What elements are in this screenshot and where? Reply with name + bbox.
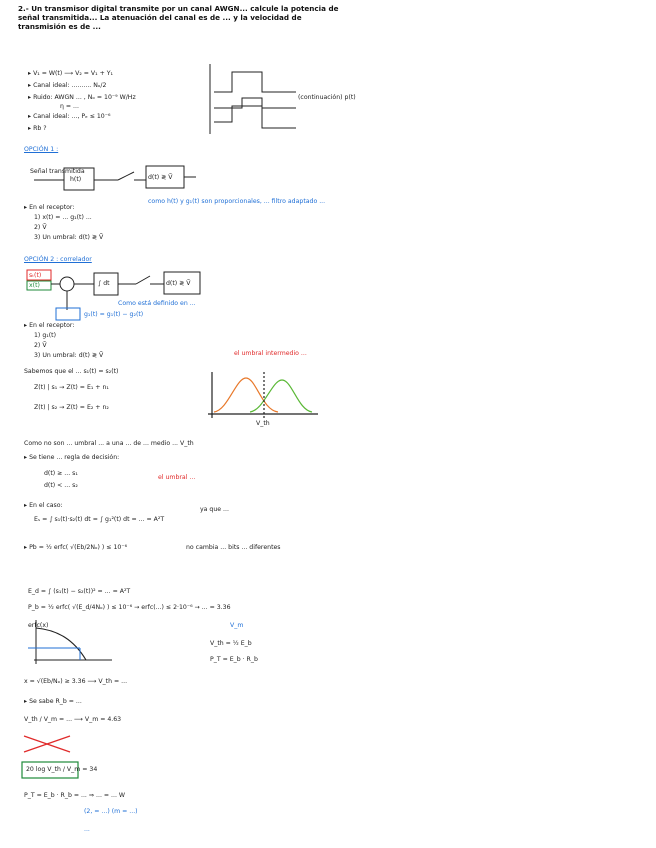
summary-2: ▸ Se tiene ... regla de decisión: (24, 454, 120, 461)
note-l4: η = ... (60, 103, 79, 110)
condition: Sabemos que el ... s₁(t) = s₂(t) (24, 368, 119, 375)
problem-statement: 2.- Un transmisor digital transmite por un canal AWGN... calcule la potencia de señal transmitida... La atenuación del canal es de ... y la velocidad de transmisión es de ... (18, 4, 339, 32)
opt2-s1: sₜ(t) (29, 272, 42, 279)
rule-note: el umbral ... (158, 474, 196, 481)
opt1-r3: 3) Un umbral: d(t) ≷ Ṽ (34, 234, 104, 241)
note-l2: ▸ Canal ideal: .......... Nₒ/2 (28, 82, 107, 89)
opt2-s2: x(t) (29, 282, 40, 289)
note-l3: ▸ Ruido: AWGN ... , Nₒ = 10⁻⁹ W/Hz (28, 94, 136, 101)
note-l6: ▸ Rb ? (28, 125, 47, 132)
opt2-r3: 3) Un umbral: d(t) ≷ Ṽ (34, 352, 104, 359)
opt1-r1: 1) x(t) = ... g₁(t) ... (34, 214, 92, 221)
ed-equation: E_d = ∫ (s₁(t) − s₂(t))² = ... = A²T (28, 588, 131, 595)
waveform-sketch (210, 64, 296, 134)
gauss-note: el umbral intermedio ... (234, 350, 307, 357)
pb-equation: ▸ Pb = ½ erfc( √(Eb/2Nₒ) ) ≤ 10⁻⁶ (24, 544, 128, 551)
final-2: 20 log V_th / V_m = 34 (26, 766, 98, 773)
note-l5: ▸ Canal ideal: ..., Pₑ ≤ 10⁻⁶ (28, 113, 111, 120)
opt1-filter: h(t) (70, 176, 82, 183)
pt-final: P_T = E_b · R_b = ... ⇒ ... = ... W (24, 792, 126, 799)
gaussian-sketch (208, 372, 318, 418)
summary-1: Como no son ... umbral ... a una ... de ... medio ... V_th (24, 440, 194, 447)
pb-final: P_b = ½ erfc( √(E_d/4Nₒ) ) ≤ 10⁻⁶ → erfc(...) ≤ 2·10⁻⁶ → ... = 3.36 (28, 604, 231, 611)
pe-note: ya que ... (200, 506, 229, 513)
opt2-r1: 1) g₁(t) (34, 332, 56, 339)
gauss-threshold: V_th (256, 420, 270, 427)
note-l1: ▸ V₁ = W(t) ⟶ V₂ = V₁ + Y₁ (28, 70, 114, 77)
final-1: V_th / V_m = ... ⟶ V_m = 4.63 (24, 716, 122, 723)
opt1-detector: d(t) ≷ Ṽ (148, 174, 173, 181)
opt2-heading: OPCIÓN 2 : correlador (24, 256, 92, 263)
rule-1: d(t) ≥ ... s₁ (44, 470, 78, 477)
pe-equation: Eₛ = ∫ s₁(t)·s₂(t) dt = ∫ g₁²(t) dt = ... = A²T (34, 516, 165, 523)
footnote-1: (2, = ...) (m = ...) (84, 808, 138, 815)
footnote-2: ... (84, 826, 90, 833)
pe-heading: ▸ En el caso: (24, 502, 63, 509)
pt-equation: P_T = E_b · R_b (210, 656, 258, 663)
opt1-receiver: ▸ En el receptor: (24, 204, 75, 211)
opt1-note: como h(t) y g₁(t) son proporcionales, ... filtro adaptado ... (148, 198, 326, 205)
opt2-receiver: ▸ En el receptor: (24, 322, 75, 329)
vm-label: V_m (230, 622, 244, 629)
cond-a: Z(t) | s₁ → Z(t) = E₁ + n₁ (34, 384, 109, 391)
opt2-detector: d(t) ≷ Ṽ (166, 280, 191, 287)
opt2-formula: g₁(t) = g₁(t) − g₂(t) (84, 311, 144, 318)
wave-label: (continuación) p(t) (298, 94, 356, 101)
opt1-input: Señal transmitida (30, 168, 85, 175)
opt2-integrator: ∫ dt (98, 280, 110, 287)
opt1-r2: 2) Ṽ (34, 224, 47, 231)
pb-note: no cambia ... bits ... diferentes (186, 544, 281, 551)
opt1-heading: OPCIÓN 1 : (24, 146, 59, 153)
rule-2: d(t) < ... s₂ (44, 482, 78, 489)
opt2-note: Como está definido en ... (118, 300, 196, 307)
result-1: x = √(Eb/Nₒ) ≥ 3.36 ⟶ V_th = ... (24, 678, 128, 685)
cond-b: Z(t) | s₂ → Z(t) = E₂ + n₂ (34, 404, 109, 411)
result-2: ▸ Se sabe R_b = ... (24, 698, 82, 705)
opt2-r2: 2) Ṽ (34, 342, 47, 349)
vm-equation: V_th = ½ E_b (210, 640, 252, 647)
plot-label: erfc(x) (28, 622, 49, 629)
